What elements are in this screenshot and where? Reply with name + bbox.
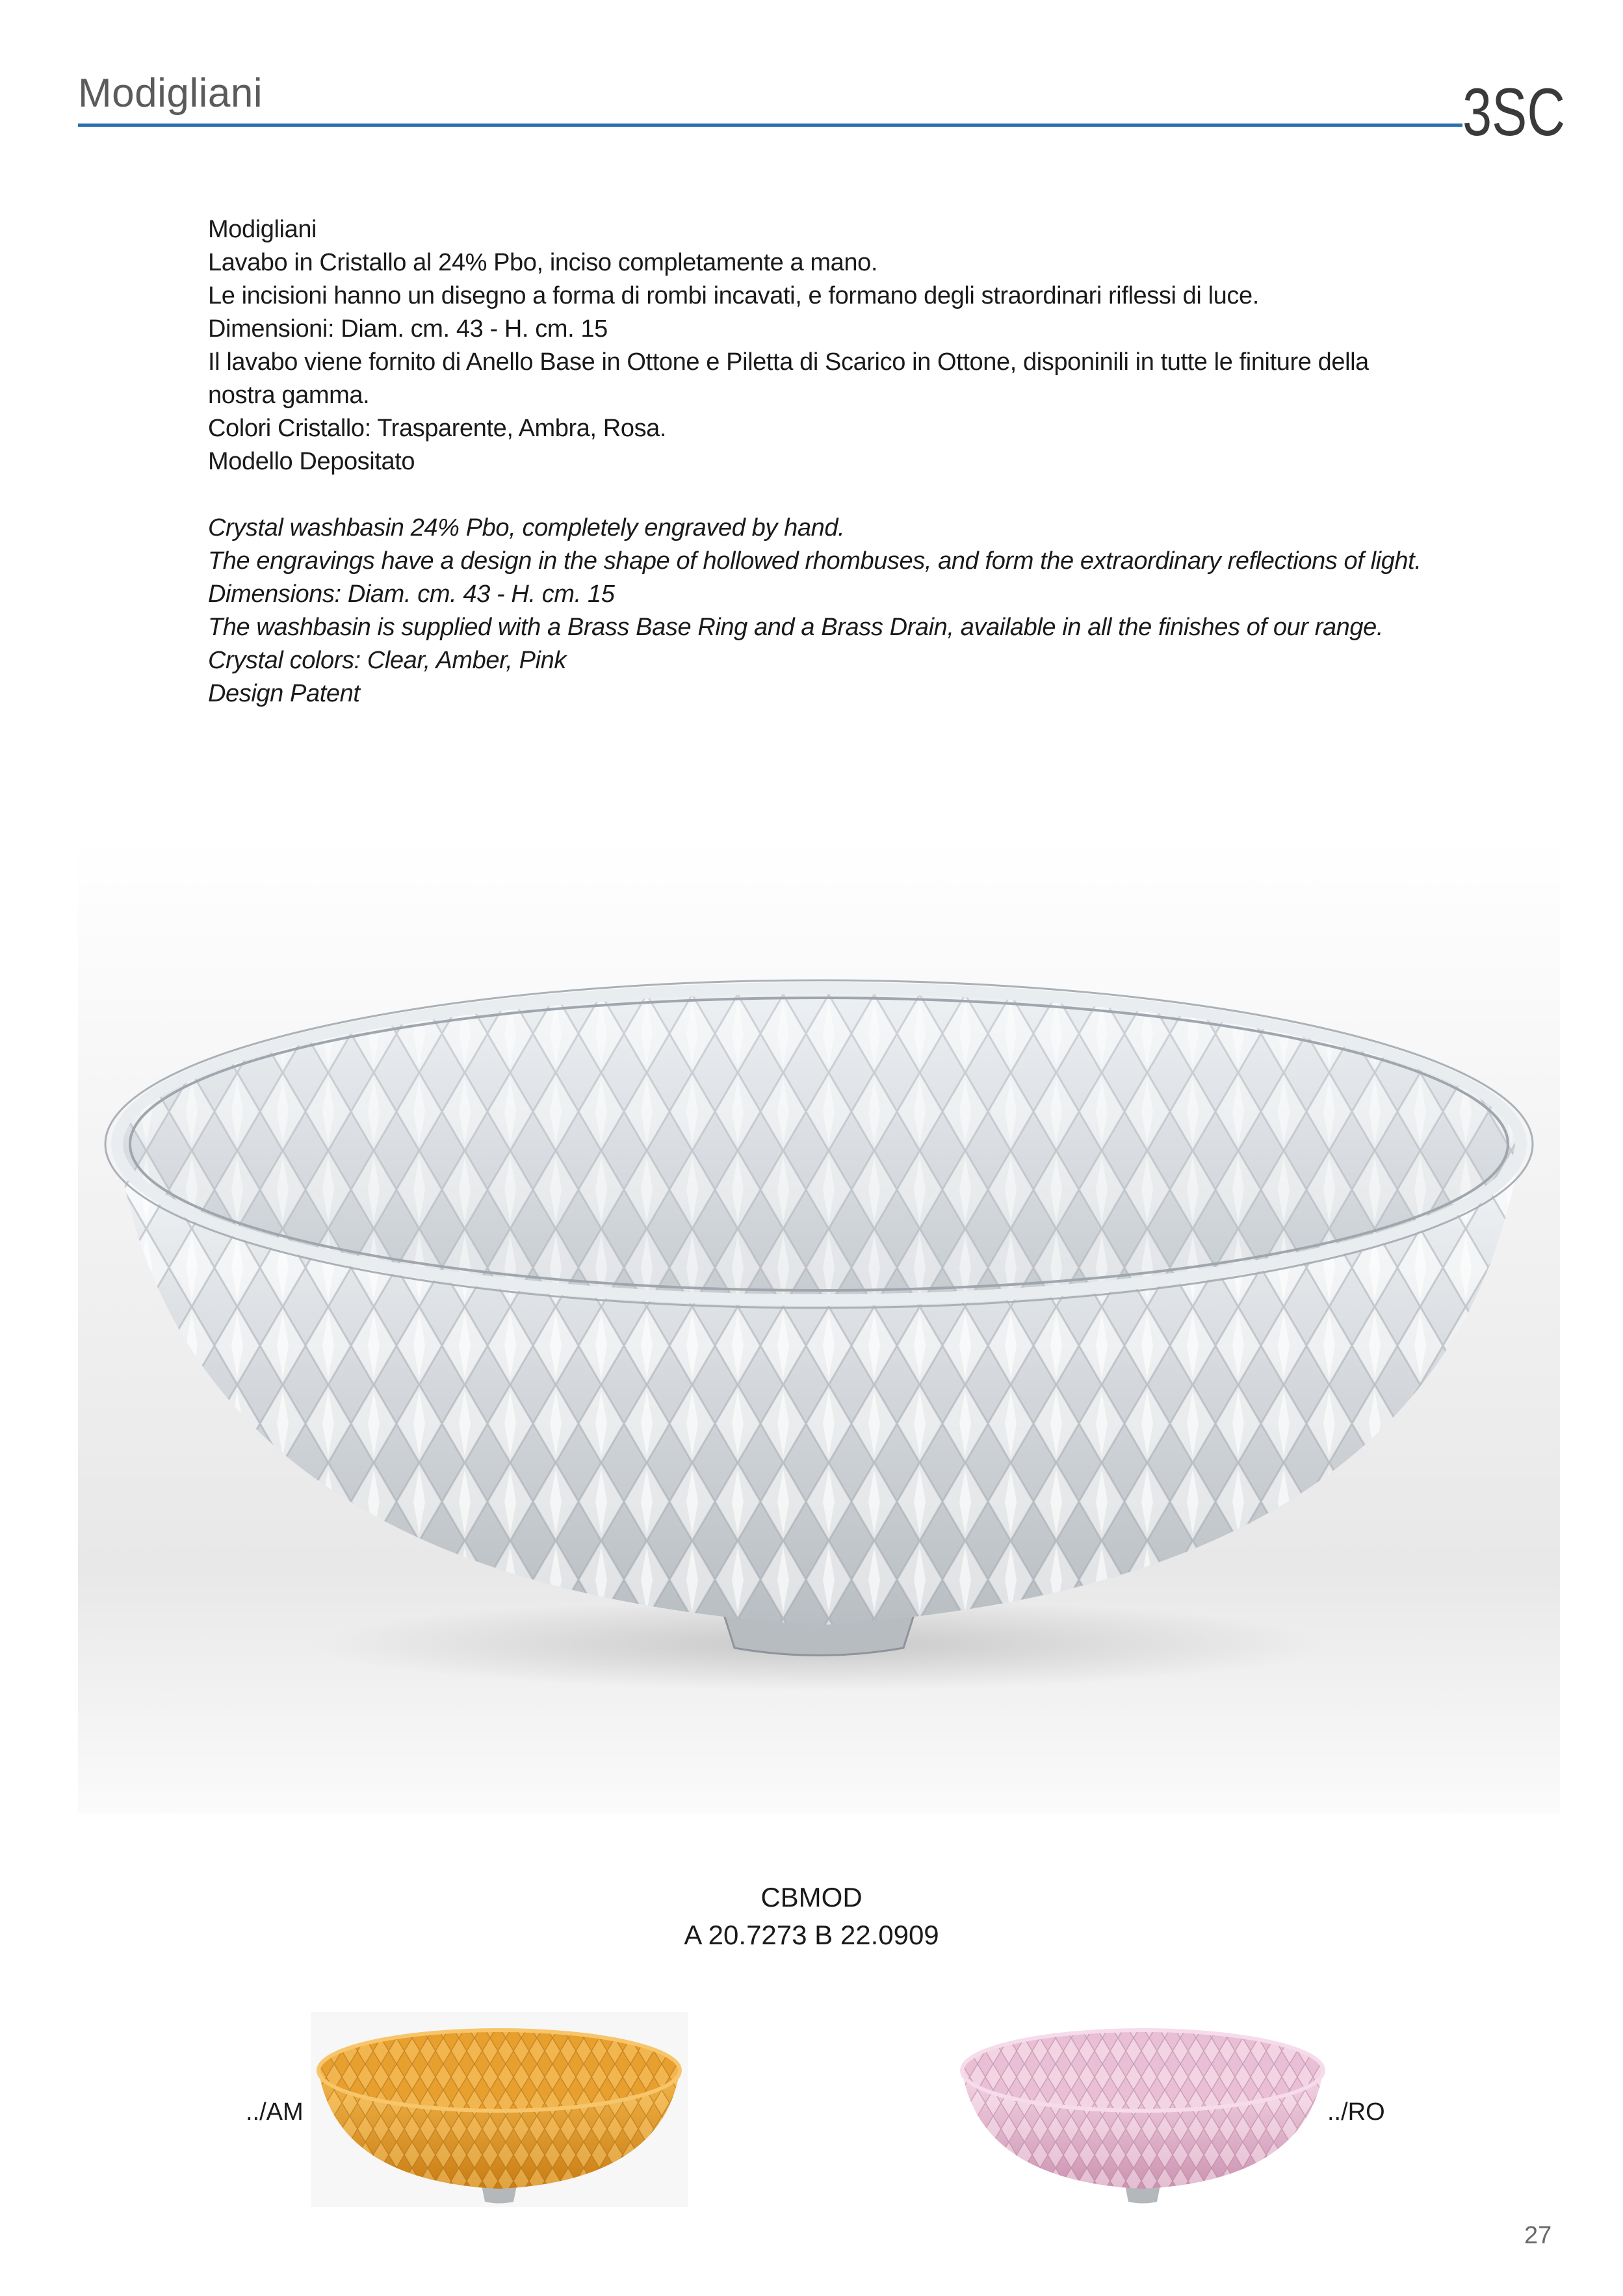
variant-photo-pink bbox=[954, 2012, 1331, 2207]
description-en-line: Crystal colors: Clear, Amber, Pink bbox=[208, 647, 566, 674]
description-title: Modigliani bbox=[208, 216, 317, 243]
brand-logo bbox=[1462, 77, 1566, 148]
product-description bbox=[208, 213, 1443, 711]
variant-label-pink: ../RO bbox=[1327, 2098, 1385, 2126]
description-it-line: Modello Depositato bbox=[208, 448, 415, 475]
description-it-line: Lavabo in Cristallo al 24% Pbo, inciso completamente a mano. bbox=[208, 249, 878, 276]
description-en-line: The washbasin is supplied with a Brass Base Ring and a Brass Drain, available in all the finishes of our range. bbox=[208, 614, 1384, 641]
product-price: A 20.7273 B 22.0909 bbox=[684, 1920, 939, 1950]
description-en-line: Design Patent bbox=[208, 680, 360, 707]
description-it-line: Colori Cristallo: Trasparente, Ambra, Rosa. bbox=[208, 415, 667, 442]
main-product-photo bbox=[78, 839, 1560, 1814]
variant-label-amber: ../AM bbox=[246, 2098, 304, 2126]
page-number: 27 bbox=[1524, 2222, 1552, 2249]
header-title: Modigliani bbox=[78, 71, 263, 116]
description-it-line: Le incisioni hanno un disegno a forma di rombi incavati, e formano degli straordinari riflessi di luce. bbox=[208, 282, 1259, 309]
variant-photo-amber bbox=[311, 2012, 688, 2207]
brand-logo-text: 3SC bbox=[1462, 75, 1565, 150]
header-rule bbox=[78, 124, 1462, 127]
description-en-line: Crystal washbasin 24% Pbo, completely engraved by hand. bbox=[208, 514, 845, 541]
description-it-line: Dimensioni: Diam. cm. 43 - H. cm. 15 bbox=[208, 315, 608, 343]
product-code: CBMOD bbox=[760, 1882, 863, 1912]
description-en-line: The engravings have a design in the shape of hollowed rhombuses, and form the extraordinary reflections of light. bbox=[208, 547, 1422, 575]
description-it-line: Il lavabo viene fornito di Anello Base in Ottone e Piletta di Scarico in Ottone, disponinili in tutte le finiture della nostra gamma. bbox=[208, 348, 1369, 409]
description-en-line: Dimensions: Diam. cm. 43 - H. cm. 15 bbox=[208, 581, 615, 608]
